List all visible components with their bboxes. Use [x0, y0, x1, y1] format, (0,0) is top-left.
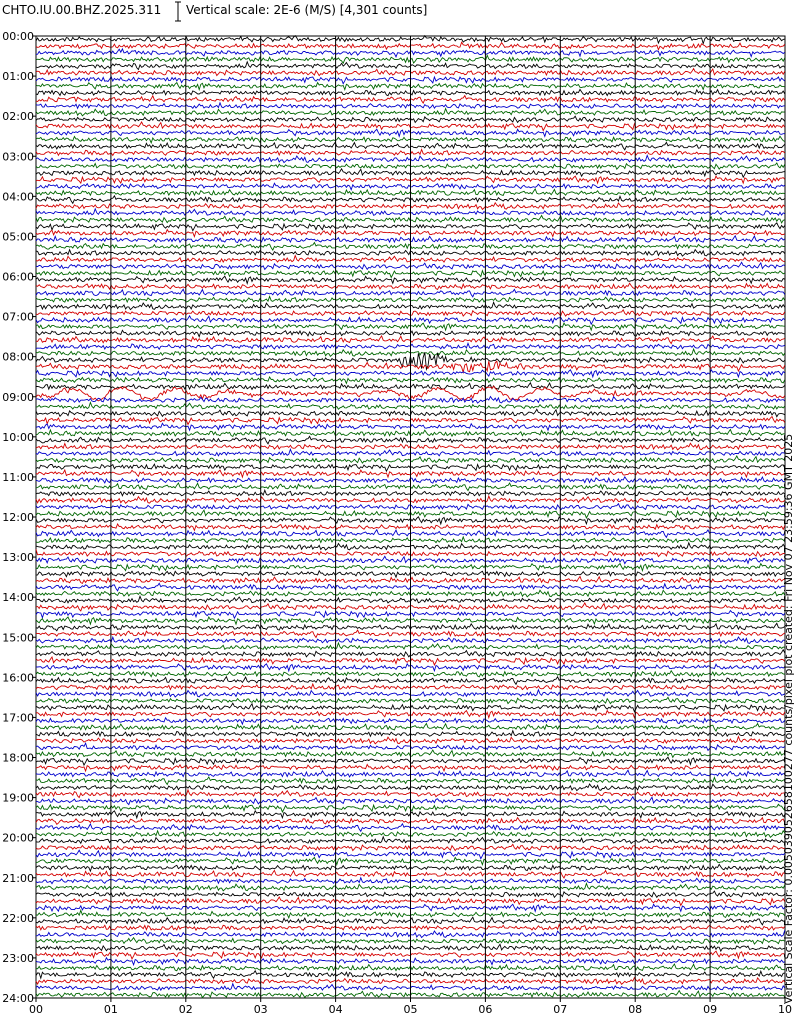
- station-label: CHTO.IU.00.BHZ.2025.311: [2, 3, 162, 17]
- x-tick-label-02: 02: [178, 1003, 193, 1016]
- y-tick-label-24: 24:00: [2, 992, 34, 1005]
- y-tick-label-23: 23:00: [2, 951, 34, 965]
- y-tick-label-18: 18:00: [2, 751, 34, 765]
- hour-axis: [2, 30, 36, 1005]
- minute-axis: [29, 998, 792, 1016]
- vertical-scale-label: Vertical scale: 2E-6 (M/S) [4,301 counts]: [186, 3, 428, 17]
- y-tick-label-10: 10:00: [2, 430, 34, 444]
- y-tick-label-9: 09:00: [2, 390, 34, 404]
- y-tick-label-21: 21:00: [2, 871, 34, 885]
- y-tick-label-8: 08:00: [2, 350, 34, 364]
- y-tick-label-16: 16:00: [2, 671, 34, 685]
- y-tick-label-12: 12:00: [2, 511, 34, 524]
- x-tick-label-00: 00: [29, 1003, 43, 1016]
- y-tick-label-17: 17:00: [2, 711, 34, 725]
- x-tick-label-03: 03: [253, 1003, 268, 1016]
- y-tick-label-11: 11:00: [2, 470, 34, 484]
- y-tick-label-7: 07:00: [2, 310, 34, 324]
- x-tick-label-08: 08: [628, 1003, 643, 1016]
- x-tick-label-07: 07: [553, 1003, 568, 1016]
- y-tick-label-13: 13:00: [2, 551, 34, 565]
- y-tick-label-15: 15:00: [2, 631, 34, 645]
- x-tick-label-01: 01: [103, 1003, 118, 1016]
- y-tick-label-22: 22:00: [2, 911, 34, 925]
- x-tick-label-04: 04: [328, 1003, 343, 1016]
- x-tick-label-10: 10: [778, 1003, 792, 1016]
- y-tick-label-1: 01:00: [2, 70, 34, 84]
- y-tick-label-3: 03:00: [2, 150, 34, 164]
- side-caption: Vertical Scale Factor: 0.005039052658100277 counts/pixel plot created: Fri Nov 07 23:59:36 GMT 2025: [782, 433, 795, 1004]
- y-tick-label-6: 06:00: [2, 270, 34, 284]
- y-tick-label-4: 04:00: [2, 190, 34, 204]
- y-tick-label-2: 02:00: [2, 110, 34, 124]
- y-tick-label-14: 14:00: [2, 591, 34, 605]
- x-tick-label-06: 06: [478, 1003, 493, 1016]
- x-tick-label-09: 09: [703, 1003, 718, 1016]
- x-tick-label-05: 05: [403, 1003, 418, 1016]
- y-tick-label-20: 20:00: [2, 831, 34, 845]
- y-tick-label-0: 00:00: [2, 30, 34, 43]
- y-tick-label-19: 19:00: [2, 791, 34, 805]
- y-tick-label-5: 05:00: [2, 230, 34, 244]
